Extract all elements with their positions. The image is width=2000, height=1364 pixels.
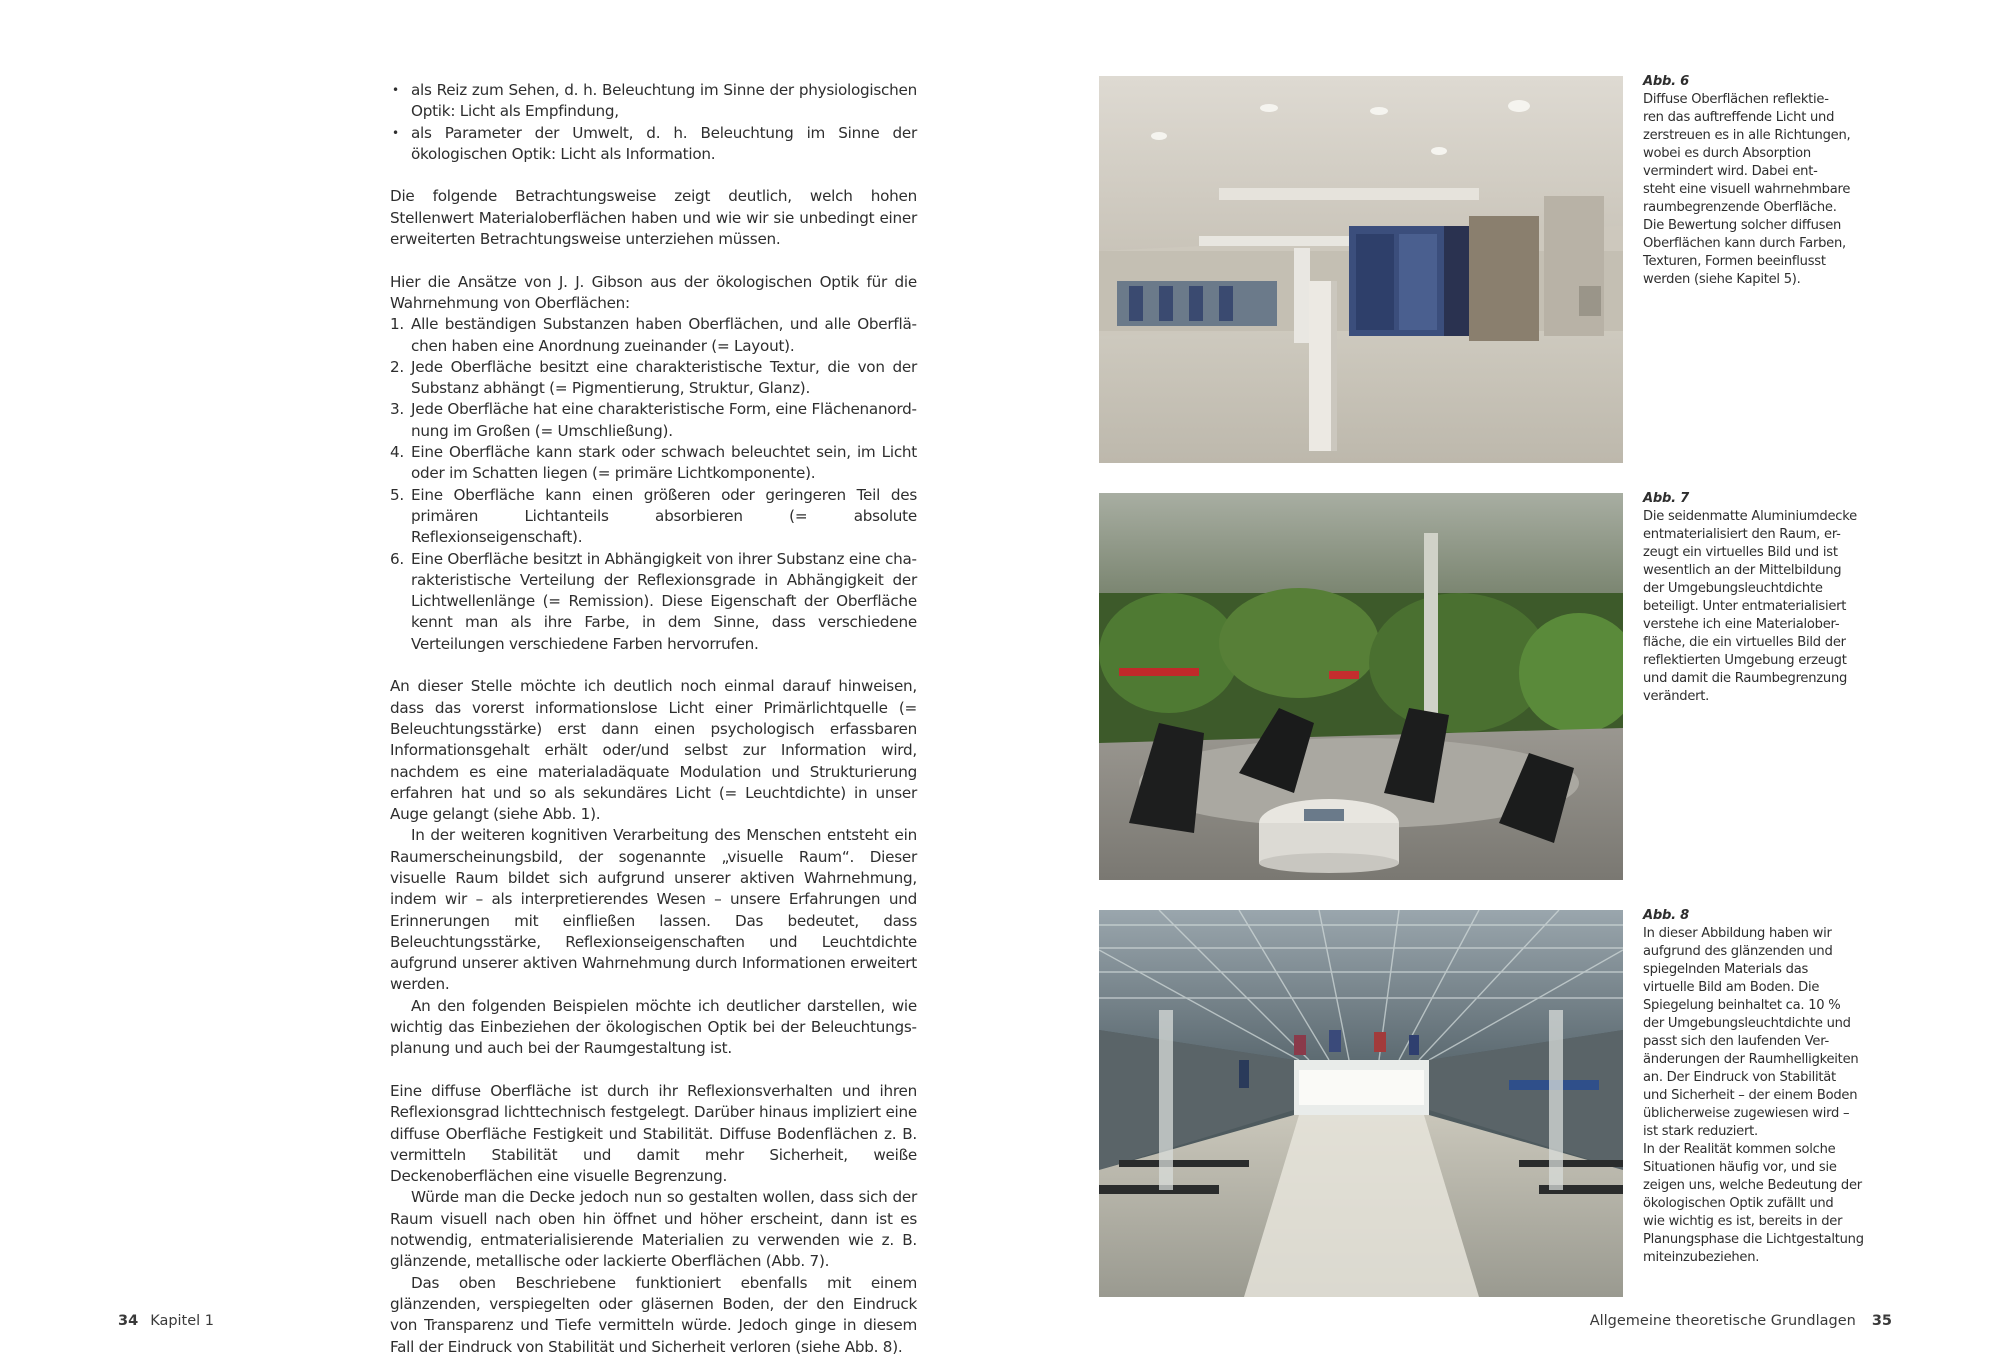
caption-line: verstehe ich eine Materialober- <box>1643 617 1840 632</box>
caption-line: der Umgebungsleuchtdichte <box>1643 581 1823 596</box>
list-item: 1. Alle beständigen Substanzen haben Oberflächen, und alle Oberflächen haben eine Anordnung zueinander (= Layout). <box>390 315 917 355</box>
caption-line: ren das auftreffende Licht und <box>1643 110 1835 125</box>
caption-line: wobei es durch Absorption <box>1643 146 1811 161</box>
caption-line: In dieser Abbildung haben wir <box>1643 926 1832 941</box>
caption-line: beteiligt. Unter entmaterialisiert <box>1643 599 1847 614</box>
caption-line: zerstreuen es in alle Richtungen, <box>1643 128 1851 143</box>
caption-abb-6 <box>1643 73 1873 289</box>
caption-abb-8 <box>1643 907 1873 1267</box>
bullet-item: • als Parameter der Umwelt, d. h. Beleuchtung im Sinne der ökologischen Optik: Licht als Information. <box>390 123 917 166</box>
paragraph: An den folgenden Beispielen möchte ich deutlicher darstellen, wie wichtig das Einbeziehen der ökologischen Optik bei der Beleuchtungsplanung und auch bei der Raumgestaltung ist. <box>390 996 917 1058</box>
photo-aluminium-ceiling-lounge <box>1099 493 1623 880</box>
caption-line: Planungsphase die Lichtgestaltung <box>1643 1232 1864 1247</box>
caption-line: ist stark reduziert. <box>1643 1124 1758 1139</box>
caption-line: steht eine visuell wahrnehmbare <box>1643 182 1851 197</box>
caption-line: verändert. <box>1643 689 1710 704</box>
paragraph: Das oben Beschriebene funktioniert ebenfalls mit einem glänzenden, verspiegelten oder gläsernen Boden, der den Eindruck von Transparenz und Tiefe vermitteln würde. Jedoch ginge in diesem Fall der Eindruck von Stabilität und Sicherheit verloren (siehe Abb. 8). <box>390 1273 917 1356</box>
footer-right <box>1590 1313 1892 1329</box>
photo-diffuse-atrium <box>1099 76 1623 463</box>
caption-title: Abb. 6 <box>1643 74 1690 89</box>
caption-line: ökologischen Optik zufällt und <box>1643 1196 1834 1211</box>
caption-title: Abb. 7 <box>1643 491 1690 506</box>
bullet-list <box>390 80 917 165</box>
paragraph: Hier die Ansätze von J. J. Gibson aus der ökologischen Optik für die Wahrnehmung von Oberflächen: <box>390 272 917 312</box>
footer-left <box>118 1313 214 1329</box>
list-item: 2. Jede Oberfläche besitzt eine charakteristische Textur, die von der Substanz abhängt (= Pigmentierung, Struktur, Glanz). <box>390 357 917 398</box>
caption-line: In der Realität kommen solche <box>1643 1142 1836 1157</box>
caption-line: zeigen uns, welche Bedeutung der <box>1643 1178 1862 1193</box>
caption-line: Die seidenmatte Aluminiumdecke <box>1643 509 1857 524</box>
caption-line: und damit die Raumbegrenzung <box>1643 671 1848 686</box>
section-label: Allgemeine theoretische Grundlagen <box>1589 1313 1856 1329</box>
caption-line: miteinzubeziehen. <box>1643 1250 1760 1265</box>
caption-line: wie wichtig es ist, bereits in der <box>1643 1214 1843 1229</box>
paragraph: Die folgende Betrachtungsweise zeigt deutlich, welch hohen Stellenwert Materialoberflächen haben und wie wir sie unbedingt einer erweiterten Betrachtungsweise unterziehen müssen. <box>390 187 917 249</box>
paragraph: Eine diffuse Oberfläche ist durch ihr Reflexionsverhalten und ihren Reflexionsgrad lichttechnisch festgelegt. Darüber hinaus impliziert eine diffuse Oberfläche Festigkeit und Stabilität. Diffuse Bodenflächen z. B. vermitteln Stabilität und damit mehr Sicherheit, weiße Deckenoberflächen eine visuelle Begrenzung. <box>390 1081 917 1186</box>
caption-line: entmaterialisiert den Raum, er- <box>1643 527 1841 542</box>
caption-line: fläche, die ein virtuelles Bild der <box>1643 635 1846 650</box>
caption-title: Abb. 8 <box>1643 908 1690 923</box>
caption-line: zeugt ein virtuelles Bild und ist <box>1643 545 1838 560</box>
caption-line: Oberflächen kann durch Farben, <box>1643 236 1846 251</box>
caption-line: Texturen, Formen beeinflusst <box>1643 254 1826 269</box>
body-text-column <box>390 80 917 1358</box>
caption-line: spiegelnden Materials das <box>1643 962 1809 977</box>
caption-line: raumbegrenzende Oberfläche. <box>1643 200 1837 215</box>
caption-line: der Umgebungsleuchtdichte und <box>1643 1016 1851 1031</box>
numbered-list <box>390 314 917 655</box>
list-item: 5. Eine Oberfläche kann einen größeren oder geringeren Teil des primären Lichtanteils absorbieren (= absolute Reflexionseigenschaft). <box>390 485 917 547</box>
caption-line: Die Bewertung solcher diffusen <box>1643 218 1842 233</box>
caption-line: virtuelle Bild am Boden. Die <box>1643 980 1820 995</box>
bullet-item: • als Reiz zum Sehen, d. h. Beleuchtung im Sinne der physiologischen Optik: Licht als Empfindung, <box>390 80 917 123</box>
list-item: 4. Eine Oberfläche kann stark oder schwach beleuchtet sein, im Licht oder im Schatten liegen (= primäre Lichtkomponente). <box>390 443 917 483</box>
caption-line: üblicherweise zugewiesen wird – <box>1643 1106 1850 1121</box>
caption-abb-7 <box>1643 490 1873 706</box>
caption-line: aufgrund des glänzenden und <box>1643 944 1833 959</box>
paragraph: Würde man die Decke jedoch nun so gestalten wollen, dass sich der Raum visuell nach oben hin öffnet und höher erscheint, dann ist es notwendig, entmaterialisierende Materialien zu verwenden wie z. B. glänzende, metallische oder lackierte Oberflächen (Abb. 7). <box>390 1188 917 1271</box>
list-item: 3. Jede Oberfläche hat eine charakteristische Form, eine Flächenanordnung im Großen (= Umschließung). <box>390 400 917 440</box>
caption-line: Diffuse Oberflächen reflektie- <box>1643 92 1829 107</box>
caption-line: und Sicherheit – der einem Boden <box>1643 1088 1858 1103</box>
caption-line: passt sich den laufenden Ver- <box>1643 1034 1829 1049</box>
caption-line: werden (siehe Kapitel 5). <box>1643 272 1801 287</box>
caption-line: reflektierten Umgebung erzeugt <box>1643 653 1847 668</box>
chapter-label: Kapitel 1 <box>150 1313 215 1329</box>
caption-line: änderungen der Raumhelligkeiten <box>1643 1052 1859 1067</box>
caption-line: Spiegelung beinhaltet ca. 10 % <box>1643 998 1841 1013</box>
caption-line: an. Der Eindruck von Stabilität <box>1643 1070 1836 1085</box>
caption-line: Situationen häufig vor, und sie <box>1643 1160 1837 1175</box>
photo-airport-reflective-floor <box>1099 910 1623 1297</box>
list-item: 6. Eine Oberfläche besitzt in Abhängigkeit von ihrer Substanz eine charakteristische Verteilung der Reflexionsgrade in Abhängigkeit der Lichtwellenlänge (= Remission). Diese Eigenschaft der Oberfläche kennt man als ihre Farbe, in dem Sinne, dass verschiedene Verteilungen verschiedene Farben hervorrufen. <box>390 549 917 653</box>
page-number: 35 <box>1871 1313 1892 1329</box>
paragraph: In der weiteren kognitiven Verarbeitung des Menschen entsteht ein Raumerscheinungsbild, der sogenannte „visuelle Raum“. Dieser visuelle Raum bildet sich aufgrund unserer aktiven Wahrnehmung, indem wir – als interpretierendes Wesen – unsere Erfahrungen und Erinnerungen mit einfließen lassen. Das bedeutet, dass Beleuchtungsstärke, Reflexionseigenschaften und Leuchtdichte aufgrund unserer aktiven Wahrnehmung durch Informationen erweitert werden. <box>390 826 917 994</box>
caption-line: vermindert wird. Dabei ent- <box>1643 164 1818 179</box>
caption-line: wesentlich an der Mittelbildung <box>1643 563 1842 578</box>
page-number: 34 <box>118 1313 139 1329</box>
paragraph: An dieser Stelle möchte ich deutlich noch einmal darauf hinweisen, dass das vorerst informationslose Licht einer Primärlichtquelle (= Beleuchtungsstärke) erst dann einen psychologisch erfassbaren Informationsgehalt erhält oder/und selbst zur Information wird, nachdem es eine materialadäquate Modulation und Strukturierung erfahren hat und so als sekundäres Licht (= Leuchtdichte) in unser Auge gelangt (siehe Abb. 1). <box>390 677 917 824</box>
